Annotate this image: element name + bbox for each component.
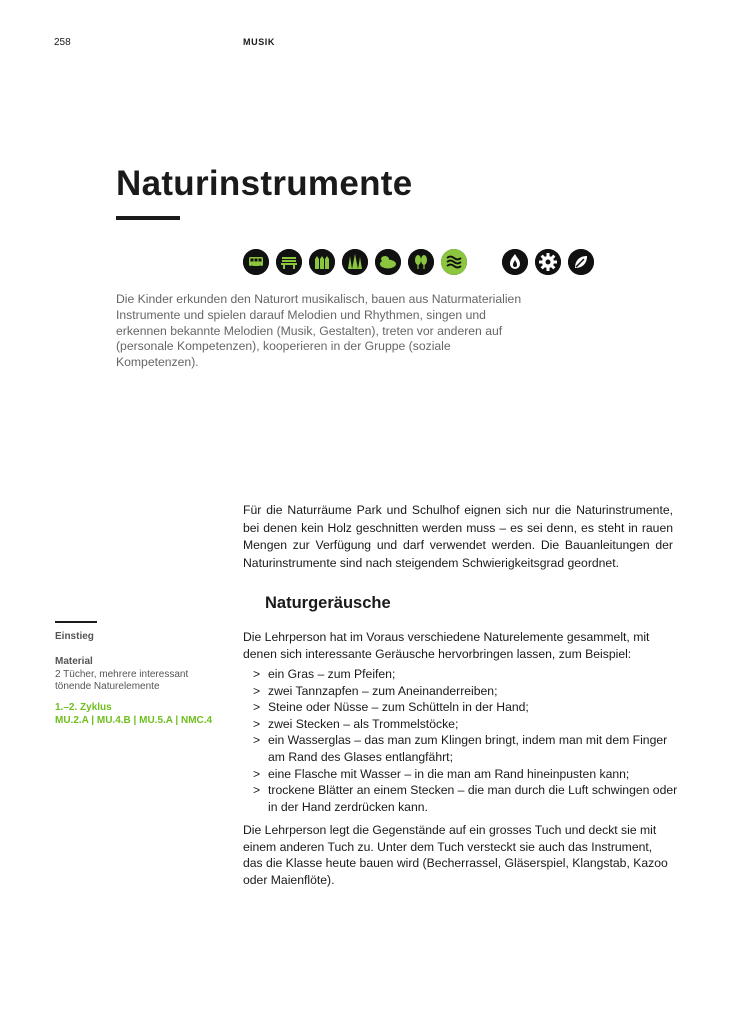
list-item: > ein Wasserglas – das man zum Klingen bringt, indem man mit dem Finger am Rand des Glases entlangfährt; — [253, 733, 668, 764]
sidebar-zyklus: 1.–2. Zyklus — [55, 702, 112, 714]
list-marker: > — [253, 766, 261, 781]
list-item: > trockene Blätter an einem Stecken – die man durch die Luft schwingen oder in der Hand zerdrücken kann. — [253, 783, 678, 814]
list-item: > eine Flasche mit Wasser – in die man am Rand hineinpusten kann; — [253, 766, 630, 781]
title-underline — [116, 216, 180, 220]
list-marker: > — [253, 667, 261, 681]
list-marker: > — [253, 783, 261, 798]
section-heading: Naturgeräusche — [265, 594, 391, 612]
materials-list — [253, 666, 678, 815]
list-item: > ein Gras – zum Pfeifen; — [253, 667, 396, 681]
bus-icon — [243, 249, 269, 275]
grass-icon — [342, 249, 368, 275]
lead-paragraph: Für die Naturräume Park und Schulhof eignen sich nur die Naturinstrumente, bei denen kein Holz geschnitten werden muss – es sei denn, es steht in rauen Mengen zur Verfügung und darf verwendet werden. Die Bauanleitungen der Naturinstrumente sind nach steigendem Schwierigkeitsgrad geordnet. — [243, 503, 673, 570]
sidebar — [55, 631, 225, 728]
list-marker: > — [253, 700, 261, 715]
list-item: > zwei Tannzapfen – zum Aneinanderreiben; — [253, 683, 498, 698]
section-label: MUSIK — [243, 37, 275, 47]
page-title: Naturinstrumente — [116, 164, 413, 203]
list-item: > Steine oder Nüsse – zum Schütteln in der Hand; — [253, 700, 529, 715]
sidebar-rule — [55, 621, 97, 623]
garden-icon — [309, 249, 335, 275]
leaf-icon — [568, 249, 594, 275]
list-marker: > — [253, 683, 261, 698]
gear-icon — [535, 249, 561, 275]
sidebar-material-line: tönende Naturelemente — [55, 681, 160, 693]
lake-icon — [375, 249, 401, 275]
page-number: 258 — [54, 37, 71, 48]
bench-icon — [276, 249, 302, 275]
list-item: > zwei Stecken – als Trommelstöcke; — [253, 716, 459, 731]
paragraph-intro-list: Die Lehrperson hat im Voraus verschiedene Naturelemente gesammelt, mit denen sich interessante Geräusche hervorbringen lassen, zum Beispiel: — [243, 630, 650, 661]
sidebar-material-label: Material — [55, 655, 93, 667]
water-icon — [441, 249, 467, 275]
trees-icon — [408, 249, 434, 275]
list-marker: > — [253, 716, 261, 731]
sidebar-material-line: 2 Tücher, mehrere interessant — [55, 668, 189, 680]
sidebar-einstieg-label: Einstieg — [55, 631, 94, 642]
sidebar-curriculum-codes: MU.2.A | MU.4.B | MU.5.A | NMC.4 — [55, 714, 213, 726]
icon-row — [0, 249, 731, 277]
list-marker: > — [253, 733, 261, 748]
intro-text: Die Kinder erkunden den Naturort musikalisch, bauen aus Naturmaterialien Instrumente und spielen darauf Melodien und Rhythmen, singen und erkennen bekannte Melodien (Musik, Gestalten), treten vor anderen auf (personale Kompetenzen), kooperieren in der Gruppe (soziale Kompetenzen). — [116, 292, 522, 370]
fire-icon — [502, 249, 528, 275]
paragraph-closing: Die Lehrperson legt die Gegenstände auf ein grosses Tuch und deckt sie mit einem anderen Tuch zu. Unter dem Tuch versteckt sie auch das Instrument, das die Klasse heute bauen wird (Becherrassel, Gläserspiel, Klangstab, Kazoo oder Maienflöte). — [243, 823, 668, 887]
